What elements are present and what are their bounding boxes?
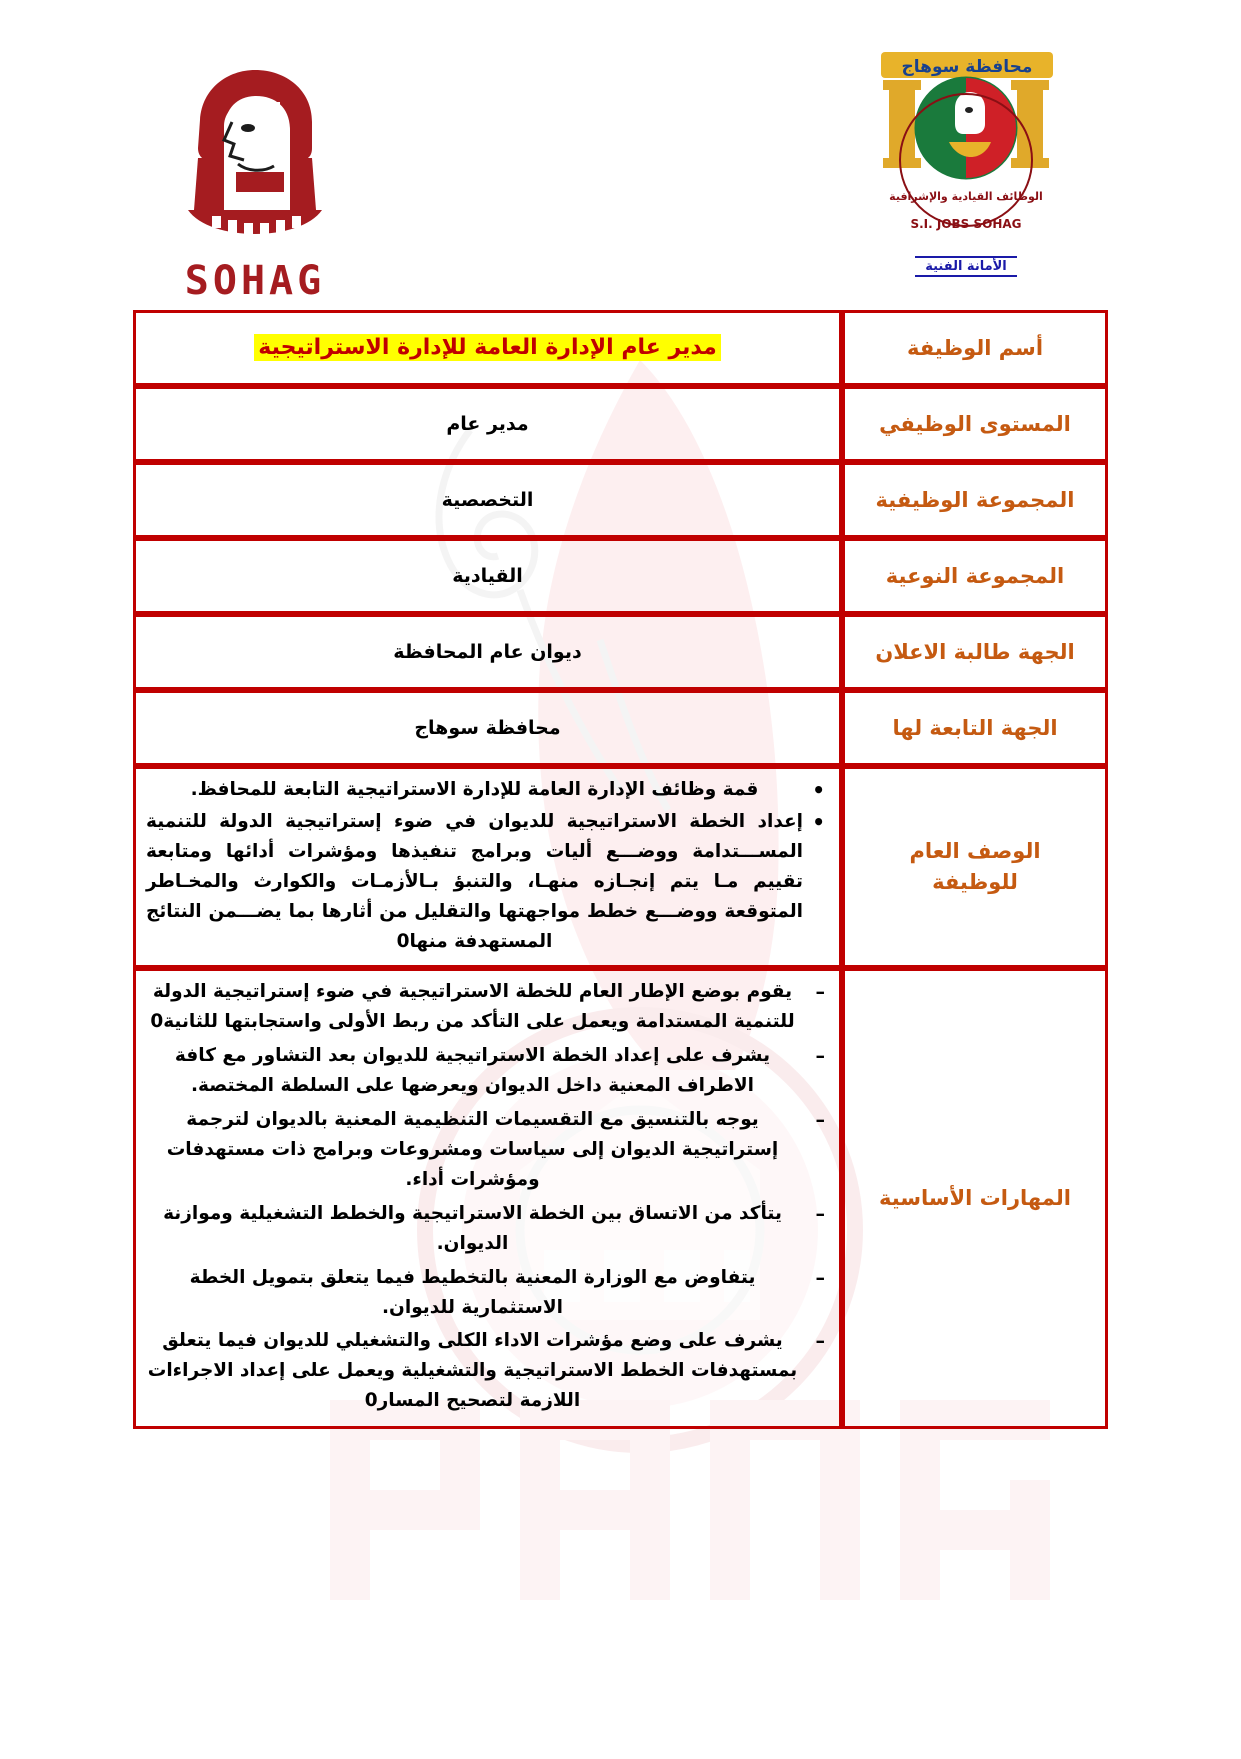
row-value-requesting-entity: ديوان عام المحافظة <box>133 614 842 690</box>
table-row-job-level <box>133 386 1108 462</box>
table-row-parent-entity <box>133 690 1108 766</box>
seal-caption: الأمانة الفنية <box>915 256 1017 277</box>
svg-text:S.I. JOBS SOHAG: S.I. JOBS SOHAG <box>909 217 1022 231</box>
governorate-seal-icon <box>859 50 1074 250</box>
core-skill-item: – يوجه بالتنسيق مع التقسيمات التنظيمية المعنية بالديوان لترجمة إستراتيجية الديوان إلى سياسات ومشروعات وبرامج ذات مستهدفات ومؤشرات أداء. <box>146 1105 799 1195</box>
general-description-label-line1: الوصف العام <box>909 839 1041 864</box>
row-value-general-description <box>133 766 842 968</box>
core-skill-item: – يشرف على وضع مؤشرات الاداء الكلى والتشغيلي للديوان فيما يتعلق بمستهدفات الخطط الاستراتيجية والتشغيلية ويعمل على إعداد الاجراءات اللازمة لتصحيح المسار0 <box>146 1326 799 1416</box>
general-description-item: • قمة وظائف الإدارة العامة للإدارة الاستراتيجية التابعة للمحافظ. <box>146 775 803 805</box>
core-skill-item: – يشرف على إعداد الخطة الاستراتيجية للديوان بعد التشاور مع كافة الاطراف المعنية داخل الديوان ويعرضها على السلطة المختصة. <box>146 1041 799 1101</box>
table-row-general-description <box>133 766 1108 968</box>
row-value-qualitative-group: القيادية <box>133 538 842 614</box>
row-value-job-name <box>133 310 842 386</box>
row-value-parent-entity: محافظة سوهاج <box>133 690 842 766</box>
table-row-qualitative-group <box>133 538 1108 614</box>
sohag-governorate-seal <box>841 50 1091 277</box>
core-skill-item: – يقوم بوضع الإطار العام للخطة الاستراتيجية في ضوء إستراتيجية الدولة للتنمية المستدامة ويعمل على التأكد من ربط الأولى واستجابتها للثانية0 <box>146 977 799 1037</box>
core-skills-list <box>146 977 829 1417</box>
general-description-list <box>146 775 829 957</box>
table-row-requesting-entity <box>133 614 1108 690</box>
svg-text:محافظة سوهاج: محافظة سوهاج <box>901 57 1032 77</box>
row-label-core-skills: المهارات الأساسية <box>842 968 1108 1430</box>
table-row-core-skills <box>133 968 1108 1430</box>
sohag-wordmark: SOHAG <box>184 258 326 304</box>
document-header <box>0 40 1241 304</box>
svg-text:الوظائف القيادية والإشرافية: الوظائف القيادية والإشرافية <box>888 190 1043 203</box>
job-description-table-wrapper <box>133 310 1108 1429</box>
row-label-job-level: المستوى الوظيفي <box>842 386 1108 462</box>
general-description-label-line2: للوظيفة <box>932 869 1018 894</box>
job-description-table <box>133 310 1108 1429</box>
row-label-general-description <box>842 766 1108 968</box>
row-label-requesting-entity: الجهة طالبة الاعلان <box>842 614 1108 690</box>
row-value-job-group: التخصصية <box>133 462 842 538</box>
table-row-job-name <box>133 310 1108 386</box>
core-skill-item: – يتفاوض مع الوزارة المعنية بالتخطيط فيما يتعلق بتمويل الخطة الاستثمارية للديوان. <box>146 1263 799 1323</box>
row-value-core-skills <box>133 968 842 1430</box>
row-label-parent-entity: الجهة التابعة لها <box>842 690 1108 766</box>
job-title-highlighted: مدير عام الإدارة العامة للإدارة الاستراتيجية <box>254 334 720 361</box>
row-label-job-name: أسم الوظيفة <box>842 310 1108 386</box>
general-description-item: • إعداد الخطة الاستراتيجية للديوان في ضوء إستراتيجية الدولة للتنمية المســـتدامة ووضـــع أليات وبرامج تنفيذها ومؤشرات أدائها ومتابعة تقييم مـا يتم إنجـازه منهـا، والتنبؤ بـالأزمـات والكوارث والمخـاطر المتوقعة ووضـــع خطط مواجهتها والتقليل من أثارها بما يضـــمن النتائج المستهدفة منها0 <box>146 807 803 957</box>
row-value-job-level: مدير عام <box>133 386 842 462</box>
pharaoh-head-icon <box>140 60 370 250</box>
row-label-qualitative-group: المجموعة النوعية <box>842 538 1108 614</box>
core-skill-item: – يتأكد من الاتساق بين الخطة الاستراتيجية والخطط التشغيلية وموازنة الديوان. <box>146 1199 799 1259</box>
table-row-job-group <box>133 462 1108 538</box>
sohag-pharaonic-logo <box>140 60 370 304</box>
row-label-job-group: المجموعة الوظيفية <box>842 462 1108 538</box>
